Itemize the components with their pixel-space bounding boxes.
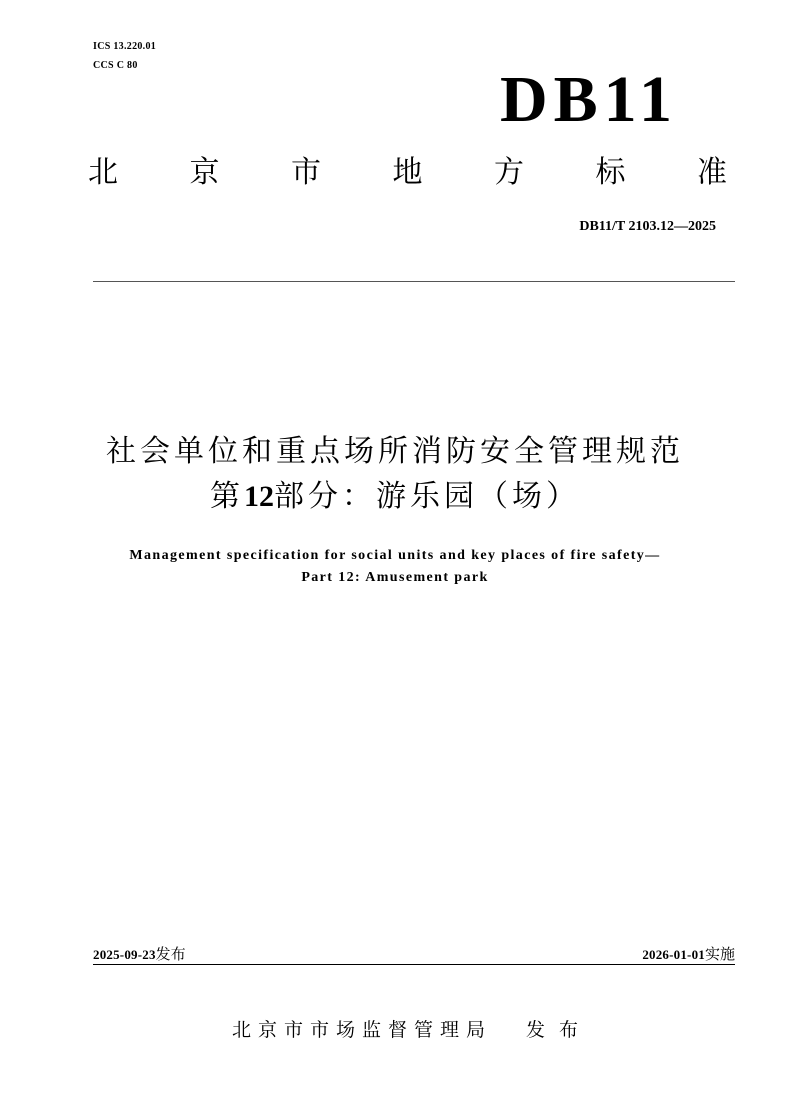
- issuer: [232, 1018, 582, 1042]
- publish-label: 发布: [155, 945, 186, 963]
- title-en-line1: Management specification for social units and key places of fire safety—: [129, 548, 661, 563]
- category-char: 地: [392, 155, 423, 190]
- category-char: 北: [88, 155, 118, 190]
- category-char: 方: [494, 155, 524, 190]
- standard-logo: DB11: [499, 63, 678, 136]
- category-char: 市: [291, 155, 321, 190]
- title-zh-line1: 社会单位和重点场所消防安全管理规范: [106, 434, 684, 469]
- standard-category: [88, 155, 727, 191]
- issuer-action: 发 布: [526, 1019, 583, 1041]
- publish-date: 2025-09-23: [93, 947, 156, 962]
- date-row: [93, 944, 735, 965]
- title-zh-line2: [0, 478, 790, 516]
- title-en-line2: Part 12: Amusement park: [301, 570, 489, 585]
- header-divider: [93, 281, 735, 282]
- category-char: 准: [697, 155, 727, 190]
- publish-info: [93, 945, 186, 964]
- ccs-code: CCS C 80: [93, 60, 138, 71]
- category-char: 京: [189, 155, 220, 190]
- category-char: 标: [595, 155, 626, 190]
- issuer-name: 北京市市场监督管理局: [232, 1019, 493, 1041]
- title-part-number: 12: [244, 480, 274, 513]
- implement-date: 2026-01-01: [642, 947, 705, 962]
- implement-label: 实施: [704, 945, 735, 963]
- title-prefix: 第: [210, 479, 244, 514]
- implement-info: [642, 945, 735, 964]
- title-suffix: 部分：游乐园（场）: [274, 479, 580, 514]
- ics-code: ICS 13.220.01: [93, 41, 157, 52]
- standard-number: DB11/T 2103.12—2025: [579, 219, 716, 234]
